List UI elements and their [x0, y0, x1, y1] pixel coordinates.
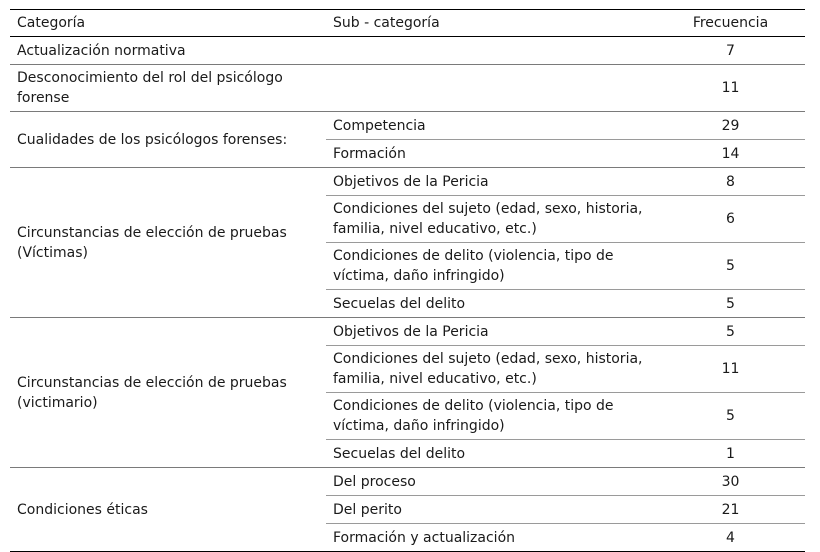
- categoria-cell: Actualización normativa: [17, 42, 186, 59]
- categoria-cell: Cualidades de los psicólogos forenses:: [10, 112, 326, 168]
- table-row: [10, 37, 805, 65]
- categoria-cell: Circunstancias de elección de pruebas (victimario): [10, 318, 326, 468]
- table-row: [10, 112, 805, 140]
- frequency-table: [10, 9, 805, 552]
- categoria-cell: Circunstancias de elección de pruebas (Víctimas): [10, 168, 326, 318]
- frecuencia-cell: 8: [656, 168, 805, 196]
- table-row: [10, 318, 805, 346]
- subcategoria-cell: Del proceso: [326, 468, 656, 496]
- categoria-cell: Desconocimiento del rol del psicólogo forense: [10, 65, 326, 112]
- frecuencia-cell: 6: [656, 196, 805, 243]
- subcategoria-cell: Condiciones de delito (violencia, tipo de víctima, daño infringido): [326, 393, 656, 440]
- frecuencia-cell: 11: [656, 346, 805, 393]
- subcategoria-cell: Formación: [326, 140, 656, 168]
- subcategoria-cell: Objetivos de la Pericia: [326, 168, 656, 196]
- header-subcategoria: Sub - categoría: [326, 10, 656, 37]
- subcategoria-cell: Condiciones de delito (violencia, tipo de víctima, daño infringido): [326, 243, 656, 290]
- frecuencia-cell: 29: [656, 112, 805, 140]
- frecuencia-cell: 11: [656, 65, 805, 112]
- frecuencia-cell: 21: [656, 496, 805, 524]
- frecuencia-cell: 7: [726, 42, 735, 59]
- table-row: [10, 468, 805, 496]
- frecuencia-cell: 5: [656, 243, 805, 290]
- subcategoria-cell: Condiciones del sujeto (edad, sexo, historia, familia, nivel educativo, etc.): [326, 196, 656, 243]
- frecuencia-cell: 14: [656, 140, 805, 168]
- table-row: [10, 65, 805, 112]
- frecuencia-cell: 30: [656, 468, 805, 496]
- subcategoria-cell: Objetivos de la Pericia: [326, 318, 656, 346]
- subcategoria-cell: [326, 37, 656, 65]
- subcategoria-cell: Competencia: [326, 112, 656, 140]
- header-categoria: Categoría: [10, 10, 326, 37]
- frecuencia-cell: 5: [656, 290, 805, 318]
- table-row: [10, 168, 805, 196]
- header-row: [10, 10, 805, 37]
- subcategoria-cell: [326, 65, 656, 112]
- subcategoria-cell: Del perito: [326, 496, 656, 524]
- frecuencia-cell: 5: [656, 393, 805, 440]
- categoria-cell: Condiciones éticas: [10, 468, 326, 552]
- frecuencia-cell: 1: [656, 440, 805, 468]
- subcategoria-cell: Secuelas del delito: [326, 440, 656, 468]
- header-frecuencia: Frecuencia: [656, 10, 805, 37]
- subcategoria-cell: Secuelas del delito: [326, 290, 656, 318]
- frecuencia-cell: 4: [656, 524, 805, 552]
- subcategoria-cell: Formación y actualización: [326, 524, 656, 552]
- subcategoria-cell: Condiciones del sujeto (edad, sexo, historia, familia, nivel educativo, etc.): [326, 346, 656, 393]
- frecuencia-cell: 5: [656, 318, 805, 346]
